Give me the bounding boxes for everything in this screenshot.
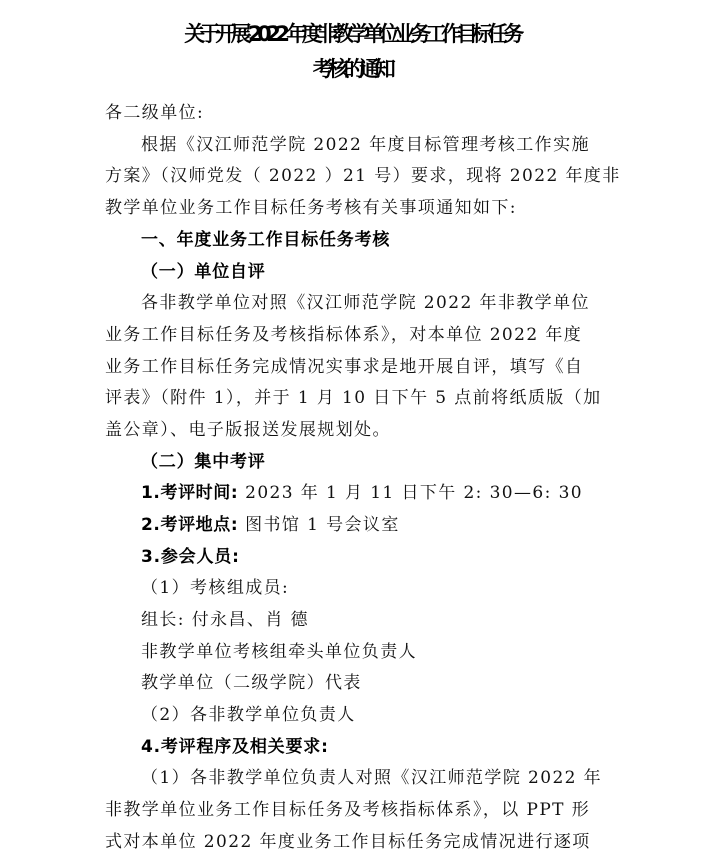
- subsection-2-heading: （二）集中考评: [141, 452, 266, 472]
- section-1-heading: 一、年度业务工作目标任务考核: [141, 230, 391, 250]
- participants-line-4: 教学单位（二级学院）代表: [141, 673, 362, 693]
- self-eval-line-4: 评表》（附件 1），并于 1 月 10 日下午 5 点前将纸质版（加: [105, 388, 602, 408]
- intro-line-2: 方案》（汉师党发（ 2022 ）21 号）要求，现将 2022 年度非: [105, 166, 621, 186]
- document-title-line-2: 考核的通知: [312, 57, 391, 81]
- eval-time-label: 1.考评时间:: [141, 483, 239, 503]
- self-eval-line-2: 业务工作目标任务及考核指标体系》，对本单位 2022 年度: [105, 325, 583, 345]
- subsection-1-heading: （一）单位自评: [141, 262, 266, 282]
- intro-line-3: 教学单位业务工作目标任务考核有关事项通知如下:: [105, 198, 517, 218]
- procedure-heading: 4.考评程序及相关要求:: [141, 737, 329, 757]
- procedure-line-3: 式对本单位 2022 年度业务工作目标任务完成情况进行逐项: [105, 832, 591, 852]
- self-eval-line-1: 各非教学单位对照《汉江师范学院 2022 年非教学单位: [141, 293, 590, 313]
- participants-line-5: （2）各非教学单位负责人: [141, 705, 356, 725]
- salutation: 各二级单位:: [105, 103, 205, 123]
- procedure-line-1: （1）各非教学单位负责人对照《汉江师范学院 2022 年: [141, 768, 603, 788]
- intro-line-1: 根据《汉江师范学院 2022 年度目标管理考核工作实施: [141, 135, 590, 155]
- eval-location-row: [141, 513, 400, 537]
- participants-line-1: （1）考核组成员:: [141, 578, 290, 598]
- participants-heading: 3.参会人员:: [141, 547, 240, 567]
- document-title-line-1: 关于开展 2022 年度非教学单位业务工作目标任务: [184, 22, 519, 46]
- eval-location-value: 图书馆 1 号会议室: [245, 515, 400, 535]
- self-eval-line-5: 盖公章）、电子版报送发展规划处。: [105, 420, 391, 440]
- procedure-line-2: 非教学单位业务工作目标任务及考核指标体系》，以 PPT 形: [105, 800, 591, 820]
- eval-time-value: 2023 年 1 月 11 日下午 2: 30—6: 30: [245, 483, 584, 503]
- eval-location-label: 2.考评地点:: [141, 515, 239, 535]
- self-eval-line-3: 业务工作目标任务完成情况实事求是地开展自评，填写《自: [105, 357, 584, 377]
- eval-time-row: [141, 481, 583, 505]
- participants-line-2: 组长: 付永昌、肖 德: [141, 610, 309, 630]
- participants-line-3: 非教学单位考核组牵头单位负责人: [141, 642, 417, 662]
